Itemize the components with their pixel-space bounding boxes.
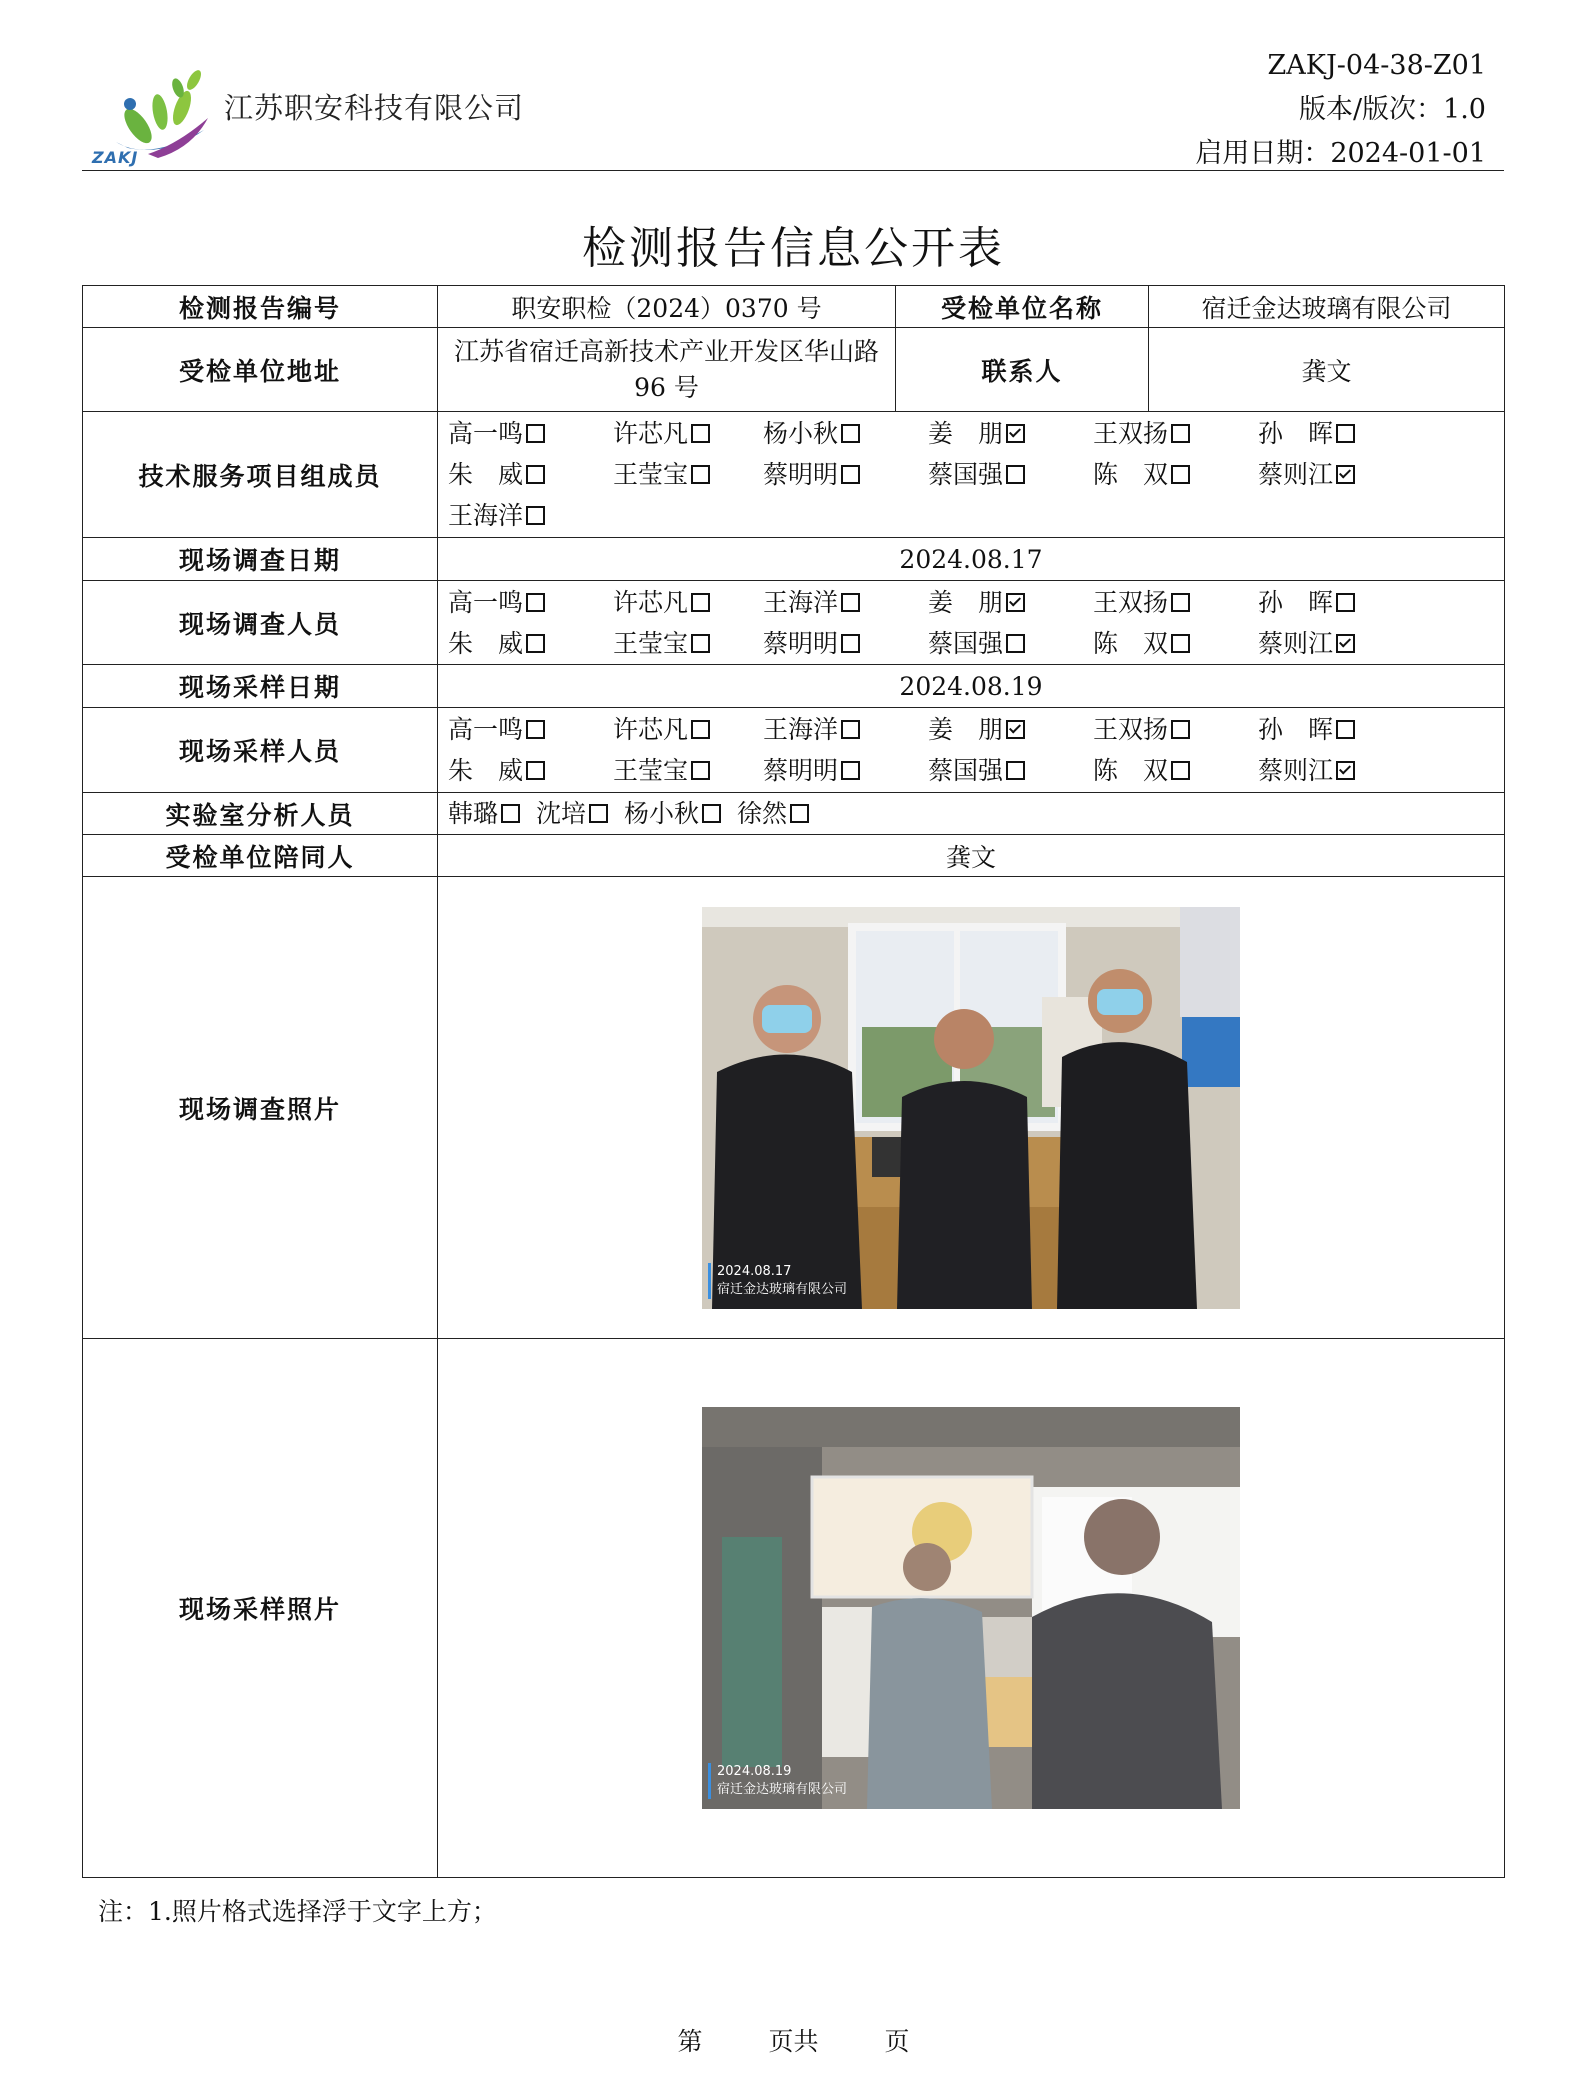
person-entry	[763, 413, 928, 454]
unchecked-checkbox[interactable]	[790, 804, 809, 823]
survey-staff-list	[438, 581, 1505, 665]
person-entry	[448, 582, 613, 623]
sampling-photo-cell	[438, 1339, 1505, 1878]
label-team: 技术服务项目组成员	[83, 412, 438, 538]
person-name: 王海洋	[763, 587, 839, 617]
person-entry	[763, 709, 928, 750]
label-survey-photo: 现场调查照片	[83, 877, 438, 1339]
unchecked-checkbox[interactable]	[841, 720, 860, 739]
person-name: 王莹宝	[613, 628, 689, 658]
person-entry	[1258, 709, 1388, 750]
person-entry	[448, 454, 613, 495]
person-name: 韩璐	[448, 799, 499, 828]
unchecked-checkbox[interactable]	[841, 465, 860, 484]
document-meta	[1195, 44, 1486, 176]
table-row	[83, 286, 1505, 328]
person-entry	[1093, 454, 1258, 495]
label-lab-staff: 实验室分析人员	[83, 793, 438, 835]
person-name: 高一鸣	[448, 715, 524, 744]
table-row	[83, 877, 1505, 1339]
unchecked-checkbox[interactable]	[691, 761, 710, 780]
checked-checkbox[interactable]	[1006, 720, 1025, 739]
unchecked-checkbox[interactable]	[841, 424, 860, 443]
unchecked-checkbox[interactable]	[691, 720, 710, 739]
unchecked-checkbox[interactable]	[526, 506, 545, 525]
person-entry	[1093, 413, 1258, 454]
person-name: 蔡明明	[763, 628, 839, 658]
sampling-photo-watermark	[708, 1763, 847, 1799]
unchecked-checkbox[interactable]	[589, 804, 608, 823]
survey-photo-image	[702, 907, 1240, 1309]
doc-effective-date: 启用日期：2024-01-01	[1195, 138, 1486, 169]
unchecked-checkbox[interactable]	[1171, 465, 1190, 484]
unchecked-checkbox[interactable]	[691, 634, 710, 653]
table-row	[83, 835, 1505, 877]
sampling-photo-company: 宿迁金达玻璃有限公司	[717, 1782, 848, 1797]
person-name: 蔡则江	[1258, 628, 1334, 658]
doc-code: ZAKJ-04-38-Z01	[1267, 50, 1486, 81]
unchecked-checkbox[interactable]	[1171, 424, 1190, 443]
label-client-address: 受检单位地址	[83, 328, 438, 412]
person-entry	[613, 623, 763, 664]
unchecked-checkbox[interactable]	[1171, 634, 1190, 653]
unchecked-checkbox[interactable]	[501, 804, 520, 823]
logo-text: ZAKJ	[92, 148, 139, 167]
table-row	[83, 538, 1505, 581]
table-row	[83, 665, 1505, 708]
unchecked-checkbox[interactable]	[1006, 634, 1025, 653]
person-name: 蔡明明	[763, 460, 839, 489]
company-name: 江苏职安科技有限公司	[224, 91, 525, 125]
value-report-no: 职安职检（2024）0370 号	[438, 286, 896, 328]
person-name: 王莹宝	[613, 756, 689, 785]
survey-photo-company: 宿迁金达玻璃有限公司	[717, 1281, 848, 1297]
person-entry	[1093, 623, 1258, 664]
person-name: 陈 双	[1093, 756, 1169, 785]
person-name: 许芯凡	[613, 715, 689, 744]
label-sampling-date: 现场采样日期	[83, 665, 438, 708]
unchecked-checkbox[interactable]	[1006, 761, 1025, 780]
person-name: 姜 朋	[928, 715, 1004, 744]
person-entry	[448, 413, 613, 454]
person-entry	[536, 799, 608, 828]
person-entry	[928, 582, 1093, 623]
table-row	[83, 793, 1505, 835]
person-name: 陈 双	[1093, 460, 1169, 489]
person-name: 王海洋	[763, 715, 839, 744]
unchecked-checkbox[interactable]	[526, 761, 545, 780]
person-name: 蔡国强	[928, 756, 1004, 785]
label-client-name: 受检单位名称	[896, 286, 1149, 328]
page-middle: 页共	[768, 2027, 819, 2056]
unchecked-checkbox[interactable]	[1171, 761, 1190, 780]
person-name: 高一鸣	[448, 587, 524, 617]
person-name: 王双扬	[1093, 715, 1169, 744]
sampling-staff-list	[438, 708, 1505, 793]
person-name: 徐然	[737, 799, 788, 828]
value-survey-date: 2024.08.17	[438, 538, 1505, 581]
person-entry	[1258, 454, 1388, 495]
survey-photo-date: 2024.08.17	[717, 1263, 792, 1279]
info-table	[82, 285, 1505, 1878]
table-row	[83, 708, 1505, 793]
person-name: 许芯凡	[613, 419, 689, 448]
person-entry	[448, 750, 613, 791]
unchecked-checkbox[interactable]	[691, 424, 710, 443]
label-survey-date: 现场调查日期	[83, 538, 438, 581]
unchecked-checkbox[interactable]	[702, 804, 721, 823]
unchecked-checkbox[interactable]	[1336, 720, 1355, 739]
sampling-photo-image	[702, 1407, 1240, 1809]
person-entry	[613, 582, 763, 623]
person-entry	[613, 413, 763, 454]
checked-checkbox[interactable]	[1006, 593, 1025, 612]
footnote: 注：1.照片格式选择浮于文字上方；	[98, 1897, 497, 1926]
person-name: 孙 晖	[1258, 587, 1334, 617]
table-row	[83, 412, 1505, 538]
document-title: 检测报告信息公开表	[582, 223, 1005, 274]
doc-version: 版本/版次：1.0	[1298, 94, 1486, 125]
unchecked-checkbox[interactable]	[526, 634, 545, 653]
person-name: 许芯凡	[613, 587, 689, 617]
person-entry	[624, 799, 721, 828]
person-entry	[928, 750, 1093, 791]
value-contact: 龚文	[1149, 328, 1505, 412]
person-entry	[763, 623, 928, 664]
unchecked-checkbox[interactable]	[1006, 465, 1025, 484]
person-entry	[928, 623, 1093, 664]
person-entry	[928, 709, 1093, 750]
checked-checkbox[interactable]	[1006, 424, 1025, 443]
label-escort: 受检单位陪同人	[83, 835, 438, 877]
label-contact: 联系人	[896, 328, 1149, 412]
person-entry	[1258, 750, 1388, 791]
label-sampling-staff: 现场采样人员	[83, 708, 438, 793]
unchecked-checkbox[interactable]	[691, 465, 710, 484]
person-name: 朱 威	[448, 756, 524, 785]
person-name: 姜 朋	[928, 419, 1004, 448]
table-row	[83, 328, 1505, 412]
person-name: 高一鸣	[448, 419, 524, 448]
person-entry	[928, 454, 1093, 495]
person-entry	[763, 582, 928, 623]
survey-photo-cell	[438, 877, 1505, 1339]
person-entry	[737, 799, 809, 828]
unchecked-checkbox[interactable]	[841, 593, 860, 612]
sampling-photo-date: 2024.08.19	[717, 1764, 792, 1779]
unchecked-checkbox[interactable]	[1171, 720, 1190, 739]
page-header	[82, 40, 1504, 171]
person-name: 王双扬	[1093, 419, 1169, 448]
person-name: 蔡明明	[763, 756, 839, 785]
value-client-name: 宿迁金达玻璃有限公司	[1149, 286, 1505, 328]
label-sampling-photo: 现场采样照片	[83, 1339, 438, 1878]
person-entry	[448, 709, 613, 750]
table-row	[83, 581, 1505, 665]
person-entry	[613, 709, 763, 750]
value-sampling-date: 2024.08.19	[438, 665, 1505, 708]
unchecked-checkbox[interactable]	[1336, 593, 1355, 612]
person-name: 蔡则江	[1258, 756, 1334, 785]
person-name: 王海洋	[448, 501, 524, 530]
team-list	[438, 412, 1505, 538]
page-prefix: 第	[677, 2027, 703, 2056]
person-name: 沈培	[536, 799, 587, 828]
checked-checkbox[interactable]	[1336, 761, 1355, 780]
survey-photo-watermark	[708, 1263, 847, 1299]
person-entry	[928, 413, 1093, 454]
unchecked-checkbox[interactable]	[841, 634, 860, 653]
unchecked-checkbox[interactable]	[691, 593, 710, 612]
person-entry	[448, 623, 613, 664]
label-survey-staff: 现场调查人员	[83, 581, 438, 665]
person-name: 姜 朋	[928, 587, 1004, 617]
unchecked-checkbox[interactable]	[526, 424, 545, 443]
person-entry	[1258, 413, 1388, 454]
unchecked-checkbox[interactable]	[526, 465, 545, 484]
checked-checkbox[interactable]	[1336, 465, 1355, 484]
person-entry	[763, 750, 928, 791]
page-footer	[0, 2022, 1587, 2058]
label-report-no: 检测报告编号	[83, 286, 438, 328]
person-name: 朱 威	[448, 628, 524, 658]
person-entry	[1093, 709, 1258, 750]
value-client-address: 江苏省宿迁高新技术产业开发区华山路 96 号	[438, 328, 896, 412]
person-name: 杨小秋	[763, 419, 839, 448]
unchecked-checkbox[interactable]	[841, 761, 860, 780]
person-name: 陈 双	[1093, 628, 1169, 658]
table-row	[83, 1339, 1505, 1878]
unchecked-checkbox[interactable]	[526, 720, 545, 739]
page-suffix: 页	[884, 2027, 910, 2056]
person-entry	[1258, 582, 1388, 623]
person-name: 孙 晖	[1258, 715, 1334, 744]
unchecked-checkbox[interactable]	[526, 593, 545, 612]
checked-checkbox[interactable]	[1336, 634, 1355, 653]
person-name: 蔡国强	[928, 628, 1004, 658]
person-entry	[613, 454, 763, 495]
unchecked-checkbox[interactable]	[1171, 593, 1190, 612]
person-entry	[1258, 623, 1388, 664]
unchecked-checkbox[interactable]	[1336, 424, 1355, 443]
person-entry	[763, 454, 928, 495]
survey-photo	[702, 907, 1240, 1309]
person-name: 蔡国强	[928, 460, 1004, 489]
person-entry	[1093, 582, 1258, 623]
person-entry	[1093, 750, 1258, 791]
person-name: 蔡则江	[1258, 460, 1334, 489]
person-name: 王莹宝	[613, 460, 689, 489]
sampling-photo	[702, 1407, 1240, 1809]
person-name: 杨小秋	[624, 799, 700, 828]
person-entry	[613, 750, 763, 791]
person-name: 朱 威	[448, 460, 524, 489]
value-escort: 龚文	[438, 835, 1505, 877]
lab-staff-list	[438, 793, 1505, 835]
person-entry	[448, 799, 520, 828]
person-name: 王双扬	[1093, 587, 1169, 617]
person-name: 孙 晖	[1258, 419, 1334, 448]
person-entry	[448, 495, 613, 536]
